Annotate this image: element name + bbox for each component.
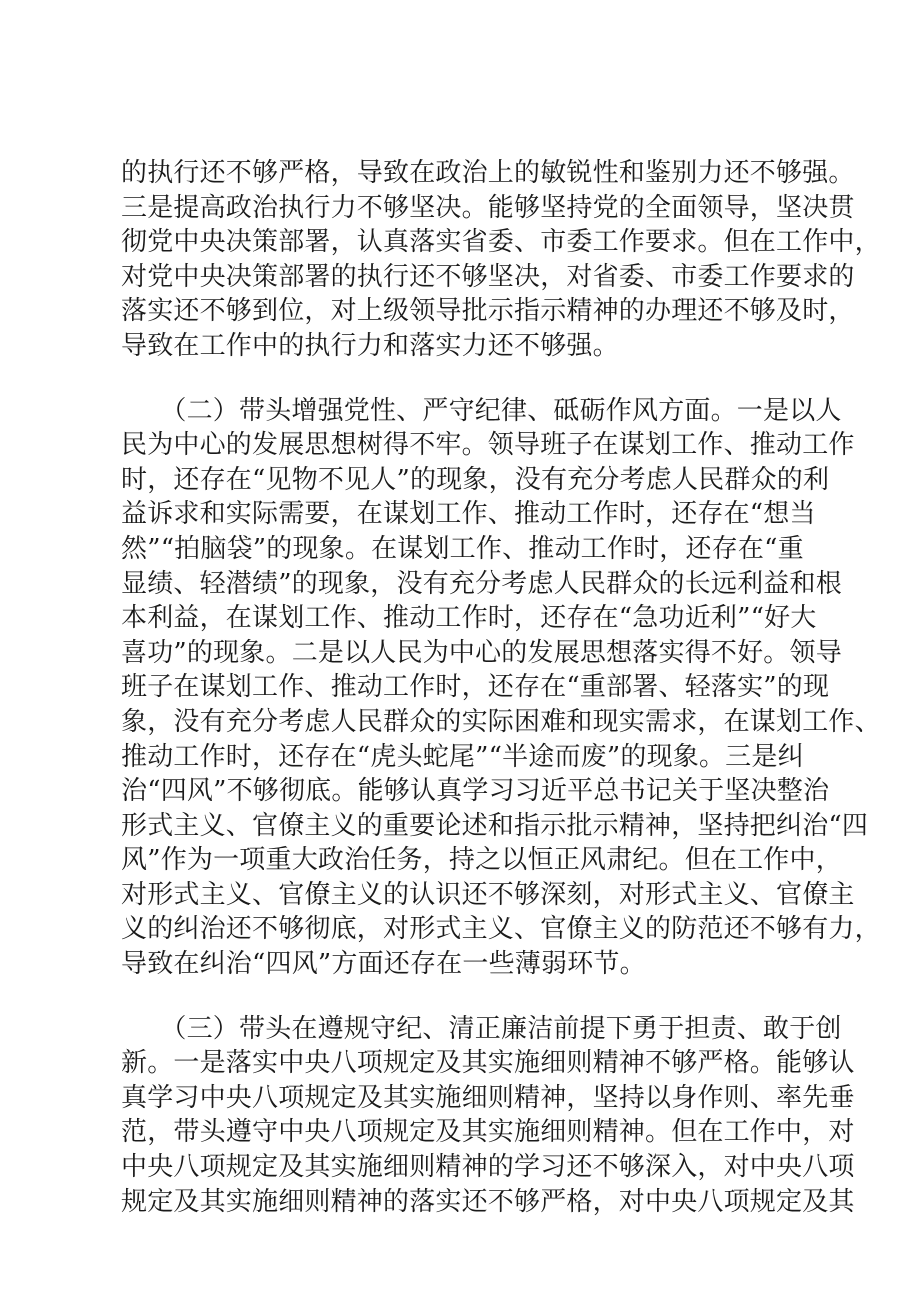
document-body <box>121 156 881 1219</box>
text-line: 的执行还不够严格，导致在政治上的敏锐性和鉴别力还不够强。 <box>121 158 855 188</box>
text-line: 推动工作时，还存在“虎头蛇尾”“半途而废”的现象。三是纠 <box>121 741 804 772</box>
text-line: 义的纠治还不够彻底，对形式主义、官僚主义的防范还不够有力， <box>121 914 881 945</box>
text-line: 显绩、轻潜绩”的现象，没有充分考虑人民群众的长远利益和根 <box>121 568 842 599</box>
text-line: 三是提高政治执行力不够坚决。能够坚持党的全面领导，坚决贯 <box>121 192 855 223</box>
text-line: 中央八项规定及其实施细则精神的学习还不够深入，对中央八项 <box>121 1152 855 1183</box>
text-line: 益诉求和实际需要，在谋划工作、推动工作时，还存在“想当 <box>121 499 816 530</box>
text-line: 导致在工作中的执行力和落实力还不够强。 <box>121 330 619 361</box>
text-line: 新。一是落实中央八项规定及其实施细则精神不够严格。能够认 <box>121 1048 855 1079</box>
text-line: （三）带头在遵规守纪、清正廉洁前提下勇于担责、敢于创 <box>121 1013 842 1044</box>
paragraph-2 <box>121 394 881 982</box>
text-line: 对党中央决策部署的执行还不够坚决，对省委、市委工作要求的 <box>121 261 855 292</box>
text-line: 对形式主义、官僚主义的认识还不够深刻，对形式主义、官僚主 <box>121 879 855 910</box>
text-line: 时，还存在“见物不见人”的现象，没有充分考虑人民群众的利 <box>121 464 830 495</box>
text-line: 民为中心的发展思想树得不牢。领导班子在谋划工作、推动工作 <box>121 430 855 461</box>
text-line: 落实还不够到位，对上级领导批示指示精神的办理还不够及时， <box>121 296 855 327</box>
paragraph-1 <box>121 156 881 364</box>
text-line: 范，带头遵守中央八项规定及其实施细则精神。但在工作中，对 <box>121 1117 855 1148</box>
text-line: （二）带头增强党性、严守纪律、砥砺作风方面。一是以人 <box>121 395 842 426</box>
text-line: 班子在谋划工作、推动工作时，还存在“重部署、轻落实”的现 <box>121 672 830 703</box>
text-line: 风”作为一项重大政治任务，持之以恒正风肃纪。但在工作中， <box>121 845 842 876</box>
text-line: 导致在纠治“四风”方面还存在一些薄弱环节。 <box>121 949 646 980</box>
text-line: 形式主义、官僚主义的重要论述和指示批示精神，坚持把纠治“四 <box>121 810 869 841</box>
text-line: 喜功”的现象。二是以人民为中心的发展思想落实得不好。领导 <box>121 637 842 668</box>
text-line: 本利益，在谋划工作、推动工作时，还存在“急功近利”“好大 <box>121 603 817 634</box>
text-line: 治“四风”不够彻底。能够认真学习习近平总书记关于坚决整治 <box>121 776 830 807</box>
text-line: 然”“拍脑袋”的现象。在谋划工作、推动工作时，还存在“重 <box>121 533 804 564</box>
text-line: 真学习中央八项规定及其实施细则精神，坚持以身作则、率先垂 <box>121 1082 855 1113</box>
text-line: 彻党中央决策部署，认真落实省委、市委工作要求。但在工作中， <box>121 227 881 258</box>
text-line: 规定及其实施细则精神的落实还不够严格，对中央八项规定及其 <box>121 1186 855 1217</box>
text-line: 象，没有充分考虑人民群众的实际困难和现实需求，在谋划工作、 <box>121 706 881 737</box>
paragraph-3 <box>121 1012 855 1220</box>
